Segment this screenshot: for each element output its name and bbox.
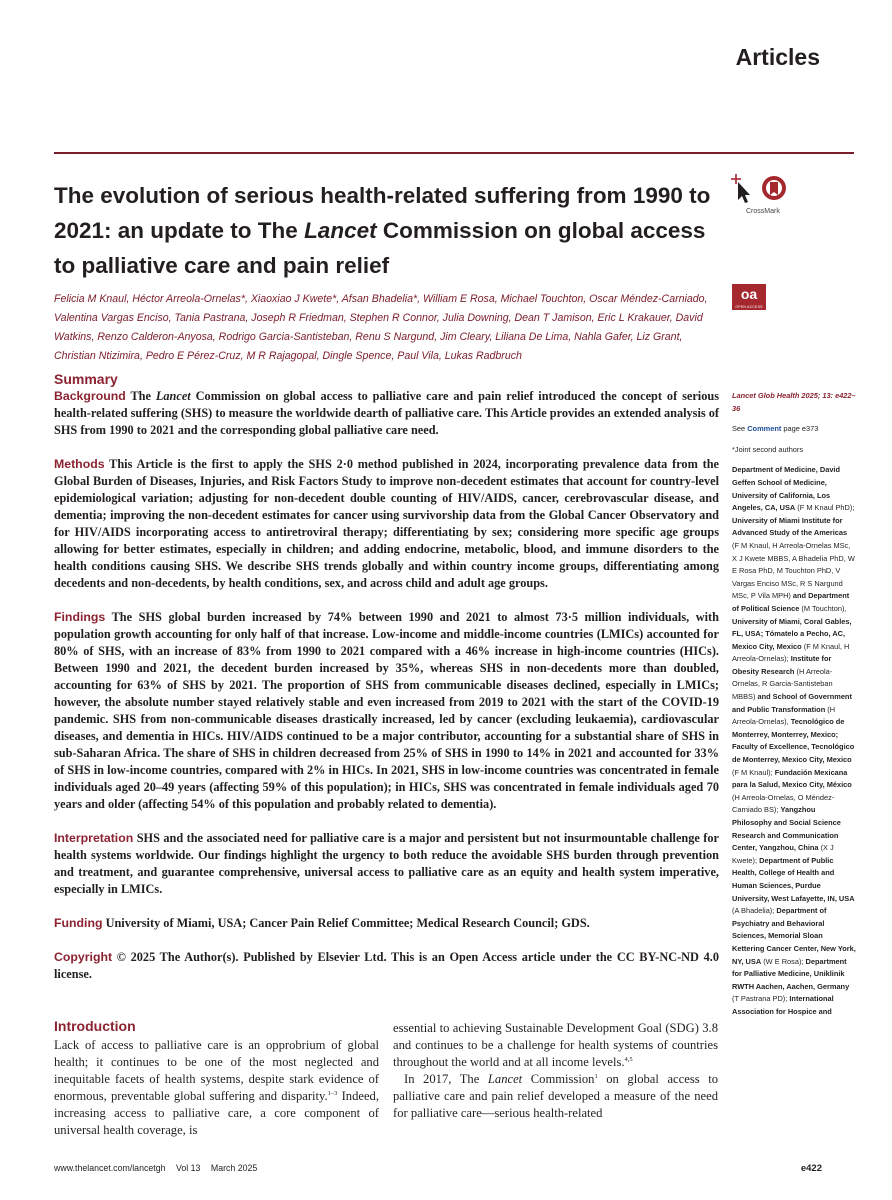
intro-paragraph-1: Lack of access to palliative care is an opprobrium of global health; it continues to be one of the most neglected and inequitable facets of health systems, despite stark evidence of enormous, preventable global suffering and disparity.$^{1-3}$ Indeed, increasing access to palliative care, a core component of universal health coverage, is (54, 1038, 379, 1137)
abstract-findings: Findings The SHS global burden increased by 74% between 1990 and 2021 to almost 73·5 million individuals, with population growth accounting for only half of that increase. Low-income and middle-income countries (LMICs) accounted for 80% of SHS, with an increase of 83% from 1990 to 2021 compared with a 46% increase in high-income countries (HICs). Between 1990 and 2021, the decedent burden increased by 35%, whereas SHS in non-decedents more than doubled, accounting for 63% of SHS by 2021. The proportion of SHS from communicable diseases declined, especially in LMICs; however, the absolute number stayed relatively stable and even increased from 2019 to 2021 with the start of the COVID-19 pandemic. SHS from non-communicable diseases drastically increased, led by cancer (excluding leukaemia), cardiovascular diseases, and dementia in HICs. HIV/AIDS continued to be a major contributor, accounting for a substantial share of SHS in sub-Saharan Africa. The share of SHS in children decreased from 25% of SHS in 1990 to 14% in 2021 and accounted for 33% of SHS in low-income countries, compared with 2% in HICs. In 2021, SHS in low-income countries was concentrated in female individuals aged 20–49 years (affecting 59% of this population); in HICs, SHS was concentrated in female individuals aged 70 years and older (affecting 54% of this population and probably related to dementia). (54, 610, 719, 811)
see-comment: See Comment page e373 (732, 424, 819, 434)
affiliation-authors: (A Bhadelia); (732, 906, 777, 916)
affiliation-institution: Department of Medicine, David Geffen School of Medicine, University of California, Los Angeles, CA, USA (732, 465, 841, 513)
article-title: The evolution of serious health-related suffering from 1990 to 2021: an update to The Lancet Commission on global access to palliative care and pain relief (54, 183, 711, 278)
affiliation-authors: (H Arreola-Ornelas), (732, 704, 836, 727)
affiliation-institution: International Association for Hospice and (732, 994, 834, 1016)
affiliation-institution: Tecnológico de Monterrey, Monterrey, Mexico; Faculty of Excellence, Tecnológico de Monterrey, Mexico City, Mexico (732, 717, 855, 765)
joint-authors-note: *Joint second authors (732, 444, 804, 454)
affiliation-authors: (F M Knaul PhD); (795, 503, 855, 513)
reference-link[interactable]: 1–3 (327, 1089, 338, 1097)
footer-url[interactable]: www.thelancet.com/lancetgh (54, 1163, 166, 1173)
comment-link[interactable]: Comment (747, 424, 782, 434)
open-access-icon: oa OPEN ACCESS (732, 284, 766, 310)
page-number: e422 (800, 1163, 822, 1174)
reference-link[interactable]: 1 (594, 1072, 598, 1080)
affiliation-institution: Fundación Mexicana para la Salud, Mexico City, México (732, 767, 852, 790)
abstract-interpretation: Interpretation SHS and the associated need for palliative care is a major and persistent but not insurmountable challenge for health systems worldwide. Our findings highlight the urgency to both reduce the avoidable SHS burden through prevention and treatment, and guarantee comprehensive, universal access to palliative care as an equity and health system imperative, especially in LMICs. (54, 831, 719, 896)
abstract-background: Background The Lancet Commission on global access to palliative care and pain relief introduced the concept of serious health-related suffering (SHS) to measure the worldwide dearth of palliative care. This Article provides an extended analysis of SHS from 1990 to 2021 and the corresponding global palliative care need. (54, 389, 719, 437)
affiliation-institution: University of Miami, Coral Gables, FL, USA; Tómatelo a Pecho, AC, Mexico City, Mexico (732, 616, 852, 651)
intro-paragraph-1-cont: essential to achieving Sustainable Development Goal (SDG) 3.8 and continues to be a challenge for health systems of countries throughout the world and at all income levels.$^{4,5}$ (393, 1021, 718, 1069)
affiliation-authors: (F M Knaul); (732, 767, 775, 777)
intro-paragraph-2: In 2017, The Lancet Commission$^1$ on global access to palliative care and pain relief developed a measure of the need for palliative care—serious health-related (393, 1072, 718, 1120)
footer-volume: Vol 13 (175, 1163, 201, 1173)
journal-citation: Lancet Glob Health 2025; 13: e422–36 (732, 391, 856, 413)
footer-date: March 2025 (210, 1163, 258, 1173)
affiliation-institution: Institute for Obesity Research (732, 654, 832, 676)
abstract-methods: Methods This Article is the first to apply the SHS 2·0 method published in 2024, incorporating prevalence data from the Global Burden of Diseases, Injuries, and Risk Factors Study to improve non-decedent estimates that account for country-level epidemiological variation; adjusting for non-decedent double counting of HIV/AIDS, cancer, cerebrovascular disease, and dementia; improving the non-decedent estimates for cancer using survivorship data from the Global Cancer Observatory and for HIV/AIDS incorporating access to antiretroviral therapy; differentiating by sex; considering more specific age groups allowing for better estimates, especially in children; and adding endocrine, metabolic, blood, and immune disorders to the health conditions causing SHS. We describe SHS trends globally and within country income groups, differentiating among decedents and non-decedents, by health conditions, sex, and across child and adult age groups. (54, 457, 719, 590)
badges (726, 170, 796, 320)
affiliation-institution: Yangzhou Philosophy and Social Science Research and Communication Center, Yangzhou, China (732, 805, 841, 853)
affiliation-institution: Department of Public Health, College of Health and Human Sciences, Purdue University, West Lafayette, IN, USA (732, 855, 855, 903)
affiliation-authors: (F M Knaul, H Arreola-Ornelas); (732, 641, 850, 664)
affiliation-authors: (X J Kwete); (732, 843, 834, 865)
affiliation-authors: (H Arreola-Ornelas, R Garcia-Santisteban MBBS) (732, 666, 833, 702)
section-label: Articles (735, 44, 820, 70)
affiliation-authors: (H Arreola-Ornelas, O Méndez-Carniado BS); (732, 792, 835, 815)
introduction-column-2 (393, 1020, 718, 1122)
introduction-column-1 (54, 1037, 379, 1139)
crossmark-label: CrossMark (746, 208, 780, 215)
affiliation-institution: Department of Psychiatry and Behavioral Sciences, Memorial Sloan Kettering Cancer Center, New York, NY, USA (732, 906, 856, 966)
introduction-heading: Introduction (54, 1018, 136, 1034)
author-list: Felicia M Knaul, Héctor Arreola-Ornelas*, Xiaoxiao J Kwete*, Afsan Bhadelia*, William E Rosa, Michael Touchton, Oscar Méndez-Carniado, Valentina Vargas Enciso, Tania Pastrana, Joseph R Friedman, Stephen R Connor, Julia Downing, Dean T Jamison, Eric L Krakauer, David Watkins, Renzo Calderon-Anyosa, Rodrigo Garcia-Santisteban, Renu S Nargund, Jim Cleary, Liliana De Lima, Nahla Gafer, Liz Grant, Christian Ntizimira, Pedro E Pérez-Cruz, M R Rajagopal, Dingle Spence, Paul Vila, Lukas Radbruch (54, 293, 708, 362)
summary-heading: Summary (54, 371, 118, 387)
reference-link[interactable]: 4,5 (624, 1055, 633, 1063)
affiliation-authors: (F M Knaul, H Arreola-Ornelas MSc, X J Kwete MBBS, A Bhadelia PhD, W E Rosa PhD, M Touchton PhD, V Vargas Enciso MSc, R S Nargund MSc, P Vila MPH) (732, 540, 855, 601)
affiliation-institution: Department for Palliative Medicine, Uniklinik RWTH Aachen, Aachen, Germany (732, 956, 850, 991)
page-footer (54, 1163, 838, 1173)
affiliation-authors: (T Pastrana PD); (732, 994, 790, 1004)
affiliations (732, 464, 856, 1018)
affiliation-institution: University of Miami Institute for Advanced Study of the Americas (732, 515, 848, 538)
affiliation-institution: and School of Government and Public Transformation (732, 692, 852, 714)
abstract-copyright: Copyright © 2025 The Author(s). Published by Elsevier Ltd. This is an Open Access article under the CC BY-NC-ND 4.0 license. (54, 950, 719, 981)
affiliation-authors: (W E Rosa); (761, 956, 806, 966)
abstract (54, 388, 719, 1000)
header-rule (54, 152, 854, 154)
affiliation-institution: and Department of Political Science (732, 591, 850, 613)
sidebar (732, 390, 856, 1027)
affiliation-authors: (M Touchton), (799, 603, 847, 613)
abstract-funding: Funding University of Miami, USA; Cancer Pain Relief Committee; Medical Research Council; GDS. (54, 916, 590, 930)
